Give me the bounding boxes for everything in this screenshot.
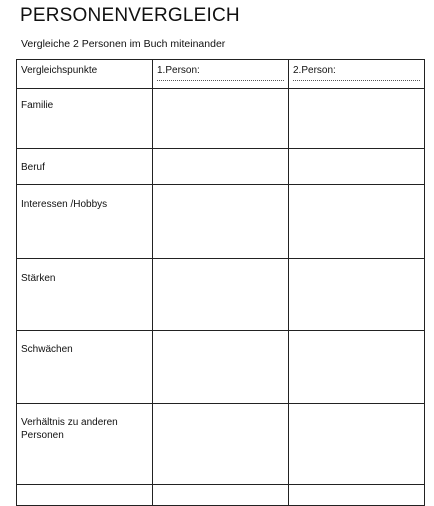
answer-cell-person-1[interactable] xyxy=(153,485,289,506)
answer-cell-person-1[interactable] xyxy=(153,149,289,185)
page-title: PERSONENVERGLEICH xyxy=(20,5,240,26)
table-row xyxy=(17,185,425,259)
row-label-cell xyxy=(17,485,153,506)
header-cell-person-1[interactable] xyxy=(153,60,289,89)
header-label: Vergleichspunkte xyxy=(21,65,98,76)
table-row xyxy=(17,89,425,149)
answer-cell-person-1[interactable] xyxy=(153,185,289,259)
answer-cell-person-2[interactable] xyxy=(289,404,425,485)
header-label: 1.Person: xyxy=(157,65,200,76)
table-header-row xyxy=(17,60,425,89)
row-label: Schwächen xyxy=(21,344,73,355)
table-row xyxy=(17,331,425,404)
row-label: Beruf xyxy=(21,162,45,173)
answer-cell-person-2[interactable] xyxy=(289,185,425,259)
table-row xyxy=(17,259,425,331)
row-label-cell xyxy=(17,89,153,149)
page-subtitle: Vergleiche 2 Personen im Buch miteinander xyxy=(21,38,226,50)
row-label-cell xyxy=(17,404,153,485)
answer-cell-person-2[interactable] xyxy=(289,331,425,404)
row-label-cell xyxy=(17,149,153,185)
table-row xyxy=(17,404,425,485)
header-cell-person-2[interactable] xyxy=(289,60,425,89)
header-cell-vergleichspunkte xyxy=(17,60,153,89)
answer-cell-person-2[interactable] xyxy=(289,149,425,185)
row-label-cell xyxy=(17,185,153,259)
answer-cell-person-2[interactable] xyxy=(289,259,425,331)
row-label: Verhältnis zu anderen Personen xyxy=(21,417,118,441)
answer-cell-person-2[interactable] xyxy=(289,89,425,149)
answer-cell-person-1[interactable] xyxy=(153,259,289,331)
answer-cell-person-1[interactable] xyxy=(153,89,289,149)
row-label: Interessen /Hobbys xyxy=(21,199,108,210)
row-label-cell xyxy=(17,259,153,331)
row-label-cell xyxy=(17,331,153,404)
table-row xyxy=(17,485,425,506)
header-label: 2.Person: xyxy=(293,65,336,76)
comparison-table xyxy=(16,59,425,506)
row-label xyxy=(17,485,152,497)
answer-cell-person-1[interactable] xyxy=(153,331,289,404)
answer-cell-person-1[interactable] xyxy=(153,404,289,485)
answer-cell-person-2[interactable] xyxy=(289,485,425,506)
row-label: Familie xyxy=(21,100,54,111)
dotted-fill-line xyxy=(157,78,284,81)
row-label: Stärken xyxy=(21,273,56,284)
dotted-fill-line xyxy=(293,78,420,81)
table-row xyxy=(17,149,425,185)
